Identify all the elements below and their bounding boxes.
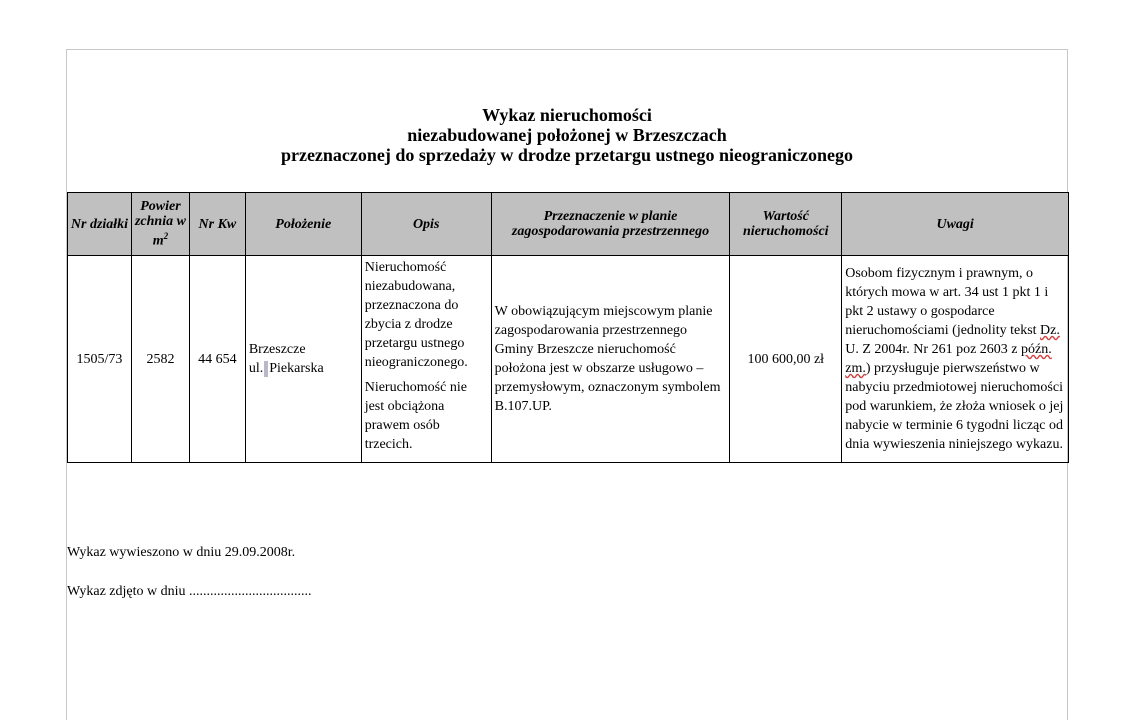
header-nr: Nr działki [68,193,132,256]
header-area: Powier zchnia w $m^2$ [131,193,189,256]
cell-desc: Nieruchomość niezabudowana, przeznaczona do zbycia z drodze przetargu ustnego nieograniczonego. Nieruchomość nie jest obciążona prawem osób trzecich. [361,256,491,463]
header-purpose: Przeznaczenie w planie zagospodarowania przestrzennego [491,193,730,256]
removed-date: Wykaz zdjęto w dniu ................................... [67,584,312,599]
document-title [67,105,1067,165]
header-location: Położenie [245,193,361,256]
cell-nr: 1505/73 [68,256,132,463]
title-line-1: Wykaz nieruchomości [482,105,652,125]
document-page [66,49,1068,720]
cell-kw: 44 654 [189,256,245,463]
header-value: Wartość nieruchomości [730,193,842,256]
property-table [67,192,1069,463]
cell-notes: Osobom fizycznym i prawnym, o których mowa w art. 34 ust 1 pkt 1 i pkt 2 ustawy o gospodarce nieruchomościami (jednolity tekst Dz. U. Z 2004r. Nr 261 poz 2603 z późn. zm.) przysługuje pierwszeństwo w nabyciu przedmiotowej nieruchomości pod warunkiem, że złoża wniosek o jej nabycie w terminie 6 tygodni licząc od dnia wywieszenia niniejszego wykazu. [842,256,1069,463]
header-notes: Uwagi [842,193,1069,256]
cell-area: 2582 [131,256,189,463]
posted-date: Wykaz wywieszono w dniu 29.09.2008r. [67,545,296,560]
cell-purpose: W obowiązującym miejscowym planie zagospodarowania przestrzennego Gminy Brzeszcze nieruchomość położona jest w obszarze usługowo – przemysłowym, oznaczonym symbolem B.107.UP. [491,256,730,463]
table-header-row [68,193,1069,256]
title-line-3: przeznaczonej do sprzedaży w drodze przetargu ustnego nieograniczonego [280,145,854,165]
cell-value: 100 600,00 zł [730,256,842,463]
header-kw: Nr Kw [189,193,245,256]
cell-location: Brzeszcze ul. Piekarska [245,256,361,463]
header-desc: Opis [361,193,491,256]
title-line-2: niezabudowanej położonej w Brzeszczach [407,125,727,145]
table-row [68,256,1069,463]
text-cursor-marker [264,361,268,377]
